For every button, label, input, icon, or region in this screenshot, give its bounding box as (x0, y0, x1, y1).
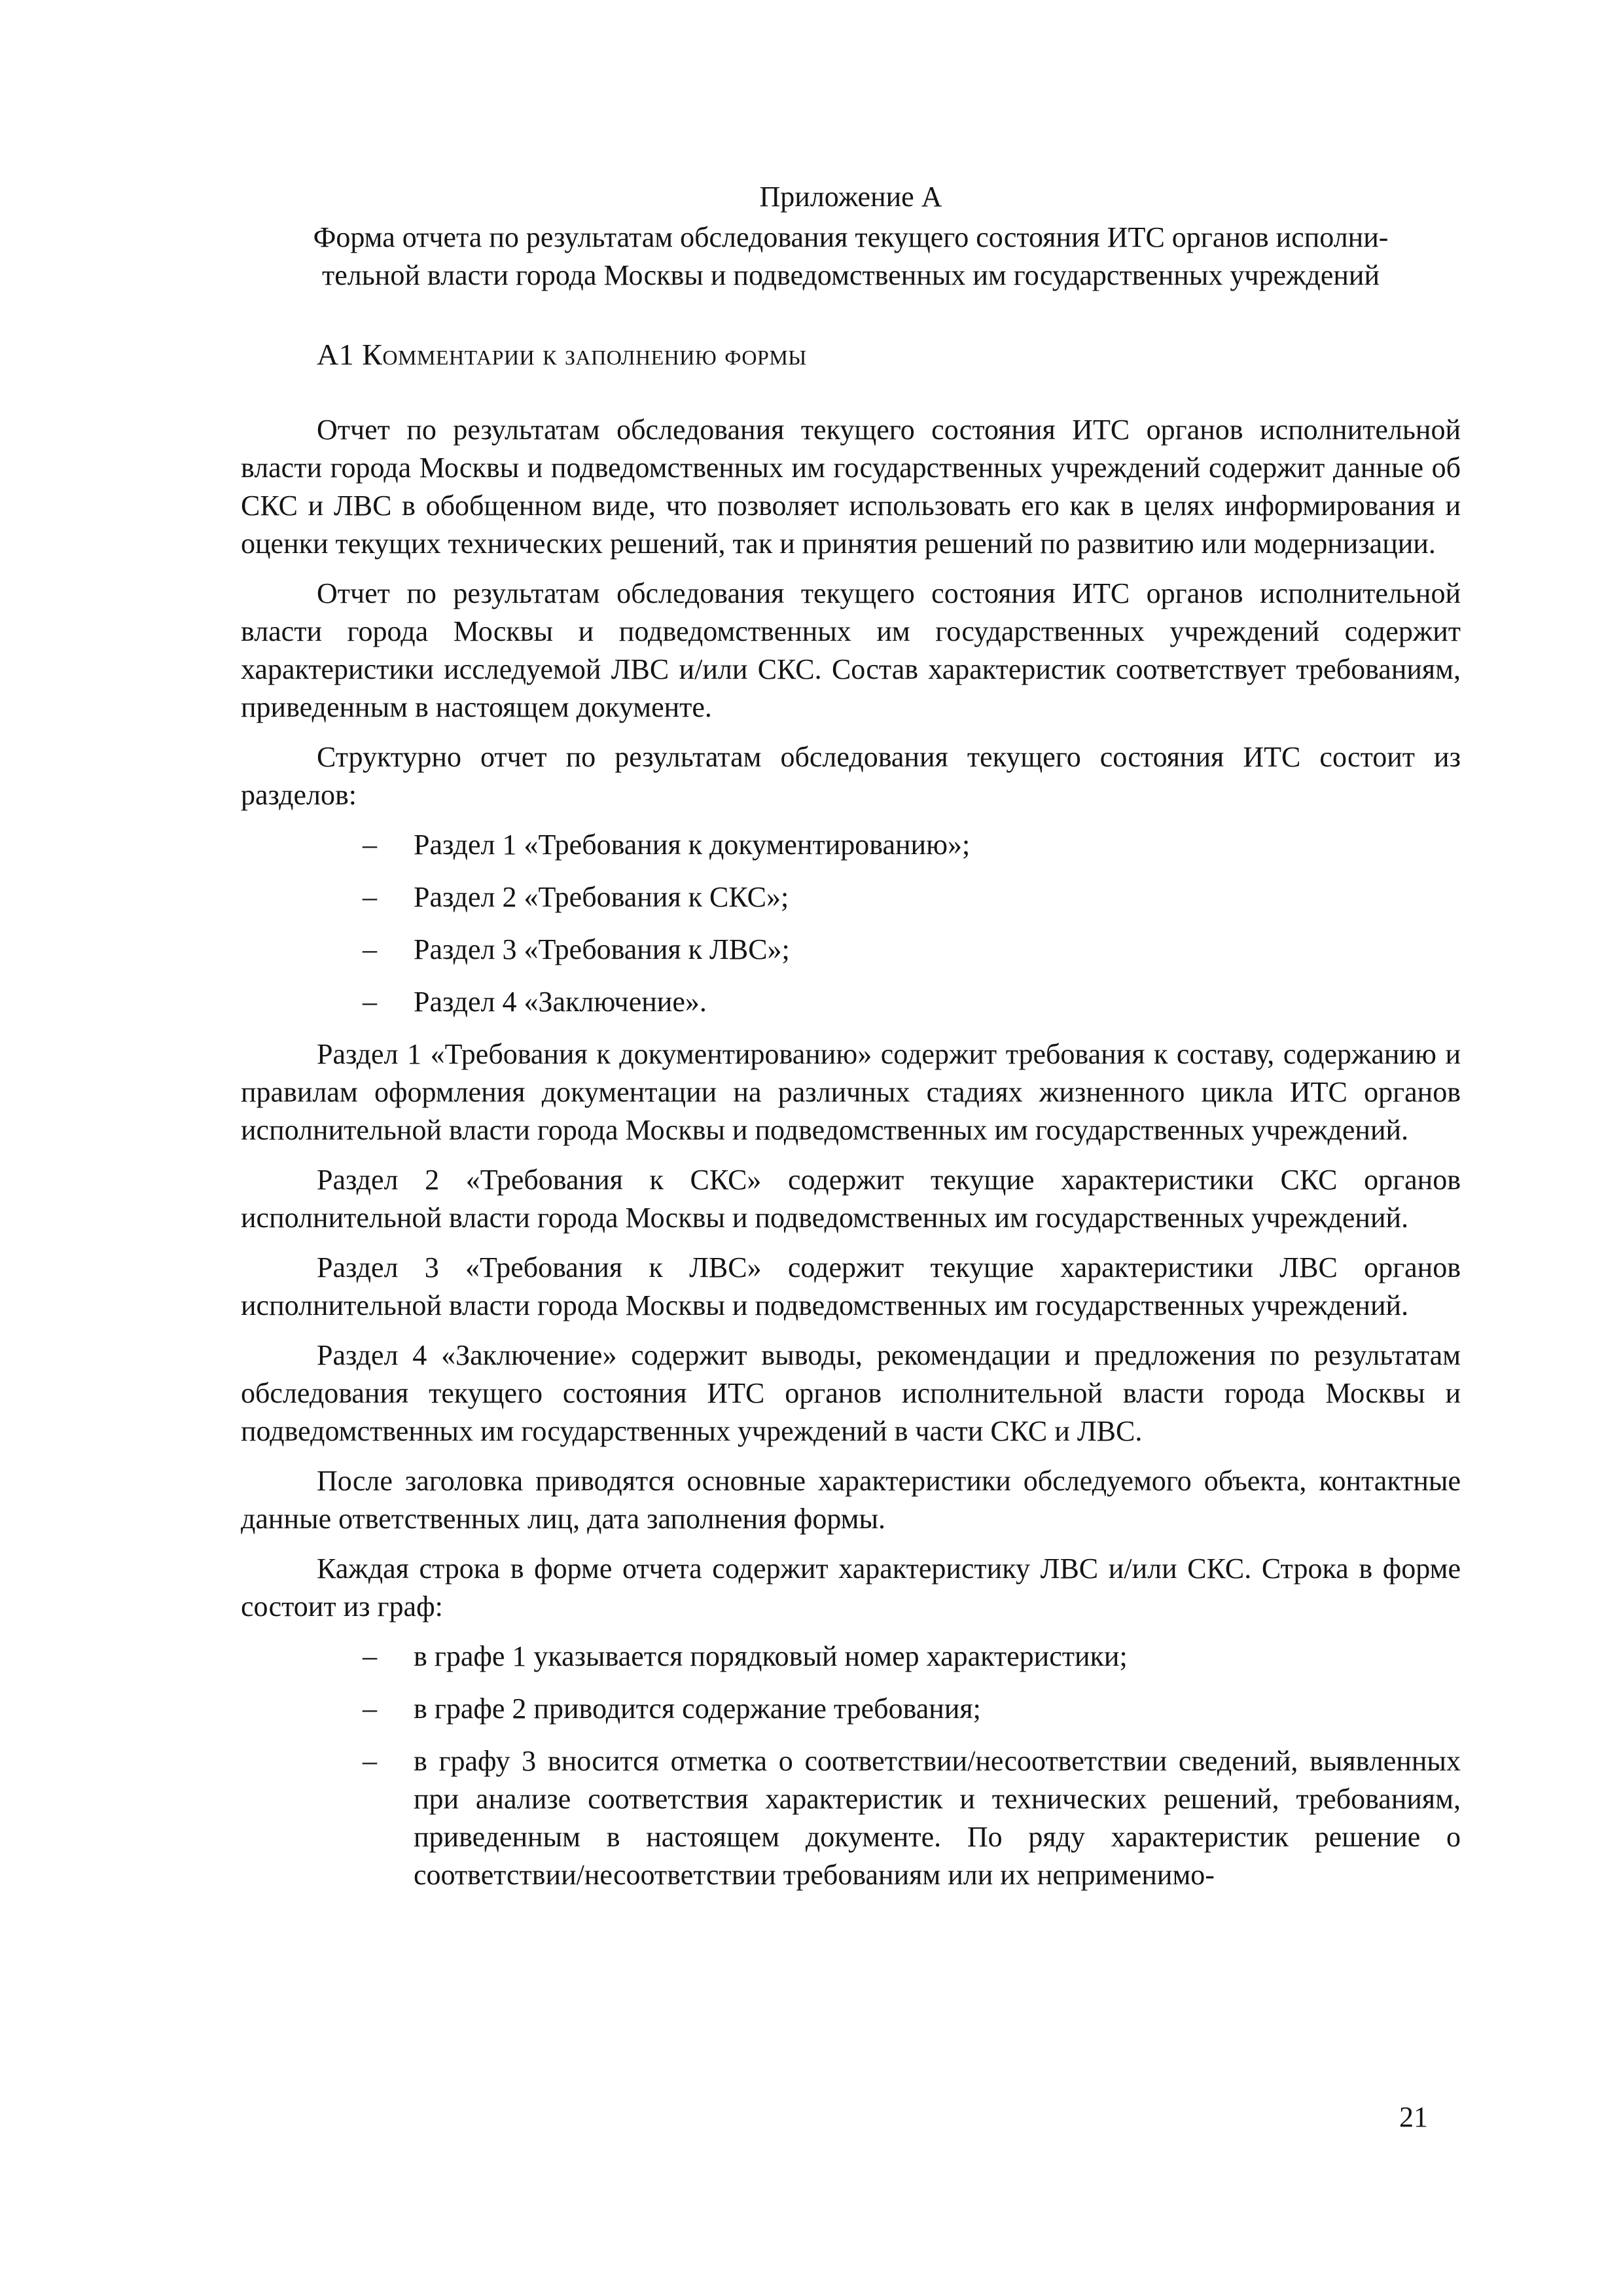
paragraph: Структурно отчет по результатам обследования текущего состояния ИТС состоит из разделов: (241, 741, 1461, 811)
list-item-text: в графу 3 вносится отметка о соответствии/несоответствии сведений, выявленных при анализе соответствия характеристик и технических решений, требованиям, приведенным в настоящем документе. По ряду характеристик решение о соответствии/несоответствии требованиям или их неприменимо- (414, 1745, 1461, 1891)
paragraph: Раздел 3 «Требования к ЛВС» содержит текущие характеристики ЛВС органов исполнительной власти города Москвы и подведомственных им государственных учреждений. (241, 1251, 1461, 1321)
list-item (241, 983, 1461, 1021)
list-item-text: в графе 1 указывается порядковый номер характеристики; (414, 1640, 1128, 1672)
dash-bullet: – (363, 933, 377, 965)
list-item (241, 826, 1461, 864)
appendix-title: Приложение А (759, 181, 942, 213)
paragraph: Раздел 2 «Требования к СКС» содержит текущие характеристики СКС органов исполнительной власти города Москвы и подведомственных им государственных учреждений. (241, 1164, 1461, 1234)
list-item-text: Раздел 2 «Требования к СКС»; (414, 881, 789, 913)
paragraph: Отчет по результатам обследования текущего состояния ИТС органов исполнительной власти города Москвы и подведомственных им государственных учреждений содержит данные об СКС и ЛВС в обобщенном виде, что позволяет использовать его как в целях информирования и оценки текущих технических решений, так и принятия решений по развитию или модернизации. (241, 414, 1461, 560)
list-item (241, 1742, 1461, 1894)
list-item (241, 878, 1461, 916)
list-item-text: Раздел 4 «Заключение». (414, 986, 707, 1018)
dash-bullet: – (363, 986, 377, 1018)
dash-bullet: – (363, 829, 377, 861)
section-heading (317, 335, 1461, 374)
dash-bullet: – (363, 881, 377, 913)
list-item-text: Раздел 1 «Требования к документированию»; (414, 829, 971, 861)
list-item-text: в графе 2 приводится содержание требования; (414, 1693, 981, 1725)
appendix-subtitle-line-2: тельной власти города Москвы и подведомственных им государственных учреждений (322, 259, 1380, 291)
list-item (241, 931, 1461, 969)
document-page (241, 175, 1461, 1909)
paragraph: Отчет по результатам обследования текущего состояния ИТС органов исполнительной власти города Москвы и подведомственных им государственных учреждений содержит характеристики исследуемой ЛВС и/или СКС. Состав характеристик соответствует требованиям, приведенным в настоящем документе. (241, 577, 1461, 723)
columns-list (241, 1638, 1461, 1894)
page-number: 21 (1399, 2101, 1428, 2133)
section-heading-text: Комментарии к заполнению формы (362, 338, 807, 371)
sections-list (241, 826, 1461, 1021)
list-item-text: Раздел 3 «Требования к ЛВС»; (414, 933, 790, 965)
dash-bullet: – (363, 1693, 377, 1725)
list-item (241, 1690, 1461, 1728)
section-number: А1 (317, 338, 355, 371)
list-item (241, 1638, 1461, 1676)
paragraph: Раздел 1 «Требования к документированию» содержит требования к составу, содержанию и правилам оформления документации на различных стадиях жизненного цикла ИТС органов исполнительной власти города Москвы и подведомственных им государственных учреждений. (241, 1038, 1461, 1146)
paragraph: Каждая строка в форме отчета содержит характеристику ЛВС и/или СКС. Строка в форме состоит из граф: (241, 1552, 1461, 1623)
dash-bullet: – (363, 1745, 377, 1777)
paragraph: После заголовка приводятся основные характеристики обследуемого объекта, контактные данные ответственных лиц, дата заполнения формы. (241, 1465, 1461, 1535)
appendix-subtitle-line-1: Форма отчета по результатам обследования текущего состояния ИТС органов исполни- (313, 221, 1389, 253)
paragraph: Раздел 4 «Заключение» содержит выводы, рекомендации и предложения по результатам обследования текущего состояния ИТС органов исполнительной власти города Москвы и подведомственных им государственных учреждений в части СКС и ЛВС. (241, 1339, 1461, 1447)
dash-bullet: – (363, 1640, 377, 1672)
